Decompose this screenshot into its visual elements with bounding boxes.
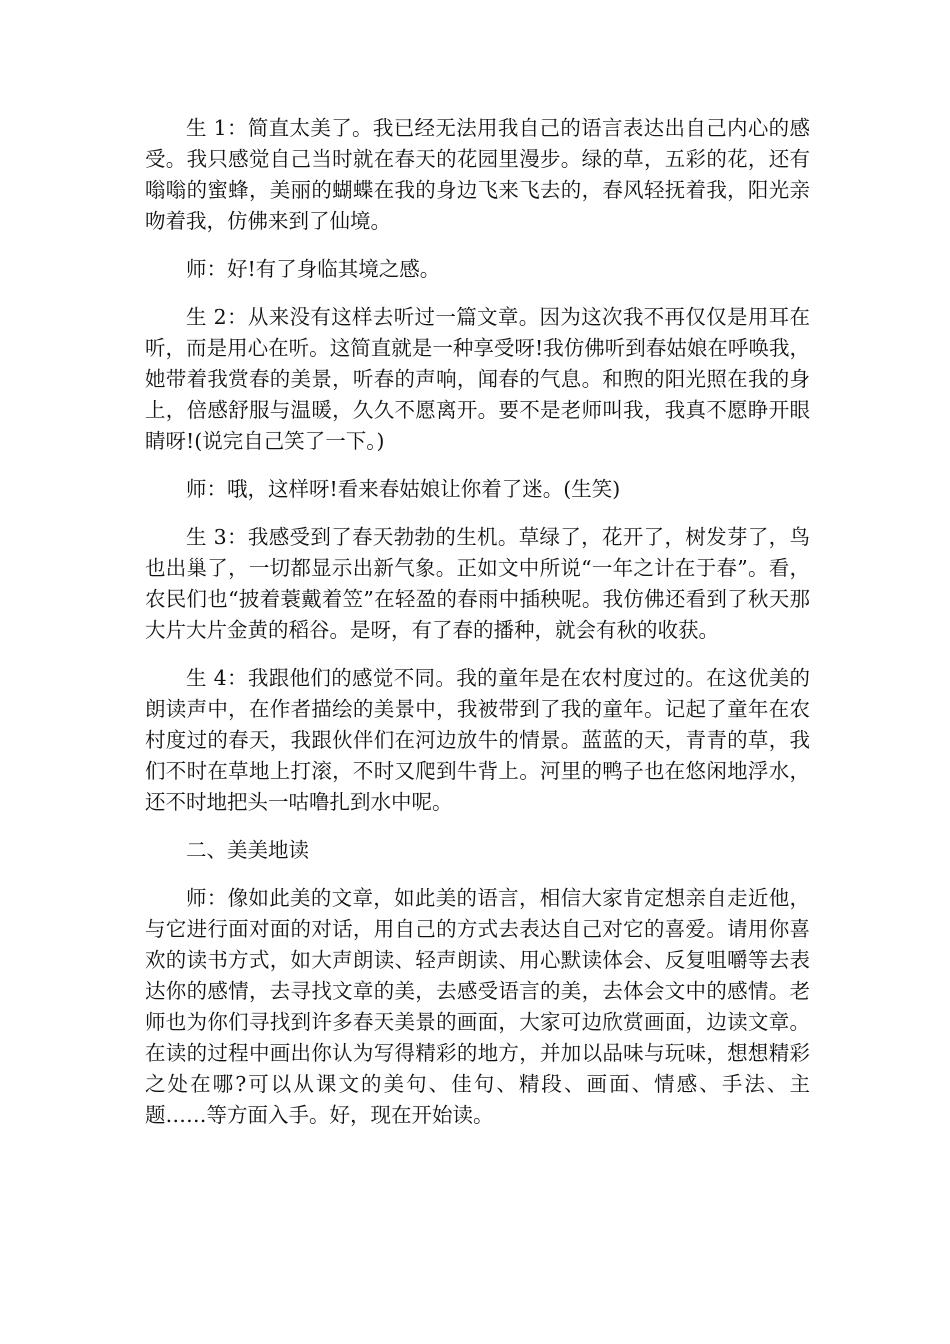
section-heading: 二、美美地读 <box>186 838 309 862</box>
student-3-response: 生 3：我感受到了春天勃勃的生机。草绿了，花开了，树发芽了，鸟也出巢了，一切都显示出新气象。正如文中所说“一年之计在于春”。看，农民们也“披着蓑戴着笠”在轻盈的春雨中插秧呢。我仿佛还看到了秋天那大片大片金黄的稻谷。是呀，有了春的播种，就会有秋的收获。 <box>145 525 810 642</box>
student-4-response: 生 4：我跟他们的感觉不同。我的童年是在农村度过的。在这优美的朗读声中，在作者描绘的美景中，我被带到了我的童年。记起了童年在农村度过的春天，我跟伙伴们在河边放牛的情景。蓝蓝的天，青青的草，我们不时在草地上打滚，不时又爬到牛背上。河里的鸭子也在悠闲地浮水，还不时地把头一咕噜扎到水中呢。 <box>145 666 810 814</box>
teacher-instruction: 师：像如此美的文章，如此美的语言，相信大家肯定想亲自走近他，与它进行面对面的对话，用自己的方式去表达自己对它的喜爱。请用你喜欢的读书方式，如大声朗读、轻声朗读、用心默读体会、反复咀嚼等去表达你的感情，去寻找文章的美，去感受语言的美，去体会文中的感情。老师也为你们寻找到许多春天美景的画面，大家可边欣赏画面，边读文章。在读的过程中画出你认为写得精彩的地方，并加以品味与玩味，想想精彩之处在哪?可以从课文的美句、佳句、精段、画面、情感、手法、主题……等方面入手。好，现在开始读。 <box>145 886 810 1127</box>
student-1-response: 生 1：简直太美了。我已经无法用我自己的语言表达出自己内心的感受。我只感觉自己当时就在春天的花园里漫步。绿的草，五彩的花，还有嗡嗡的蜜蜂，美丽的蝴蝶在我的身边飞来飞去的，春风轻抚着我，阳光亲吻着我，仿佛来到了仙境。 <box>145 116 810 233</box>
student-2-response: 生 2：从来没有这样去听过一篇文章。因为这次我不再仅仅是用耳在听，而是用心在听。这简直就是一种享受呀!我仿佛听到春姑娘在呼唤我，她带着我赏春的美景，听春的声响，闻春的气息。和煦的阳光照在我的身上，倍感舒服与温暖，久久不愿离开。要不是老师叫我，我真不愿睁开眼睛呀!(说完自己笑了一下。) <box>145 305 810 453</box>
teacher-remark-1: 师：好!有了身临其境之感。 <box>186 257 441 281</box>
document-page <box>145 113 810 1148</box>
teacher-remark-2: 师：哦，这样呀!看来春姑娘让你着了迷。(生笑) <box>186 477 621 501</box>
